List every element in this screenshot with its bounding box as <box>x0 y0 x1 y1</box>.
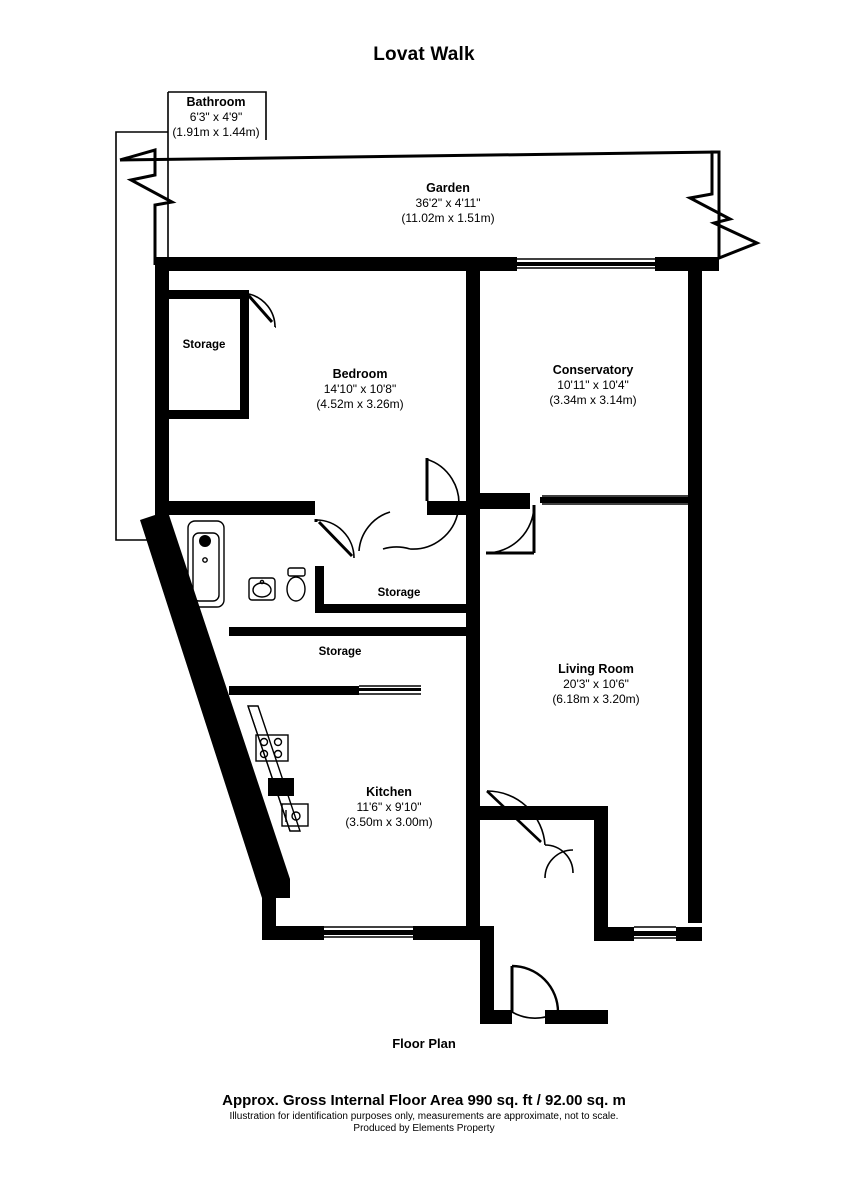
room-label-kitchen: Kitchen 11'6" x 9'10" (3.50m x 3.00m) <box>345 785 433 830</box>
page-title: Lovat Walk <box>373 44 475 65</box>
room-label-storage-lower: Storage <box>318 646 362 658</box>
disclaimer-text: Illustration for identification purposes only, measurements are approximate, not to scale. <box>229 1111 619 1122</box>
room-label-bathroom: Bathroom 6'3" x 4'9" (1.91m x 1.44m) <box>172 95 260 140</box>
room-label-storage-mid: Storage <box>377 587 421 599</box>
room-label-garden: Garden 36'2" x 4'11" (11.02m x 1.51m) <box>401 181 495 226</box>
room-label-living-room: Living Room 20'3" x 10'6" (6.18m x 3.20m) <box>552 662 640 707</box>
floor-plan-caption: Floor Plan <box>392 1036 456 1051</box>
room-label-storage-top: Storage <box>182 339 226 351</box>
bathroom-fixtures <box>188 521 305 607</box>
gross-area-text: Approx. Gross Internal Floor Area 990 sq. ft / 92.00 sq. m <box>222 1092 626 1109</box>
room-label-conservatory: Conservatory 10'11" x 10'4" (3.34m x 3.14m) <box>549 363 637 408</box>
producer-text: Produced by Elements Property <box>353 1123 495 1134</box>
room-label-bedroom: Bedroom 14'10" x 10'8" (4.52m x 3.26m) <box>316 367 404 412</box>
